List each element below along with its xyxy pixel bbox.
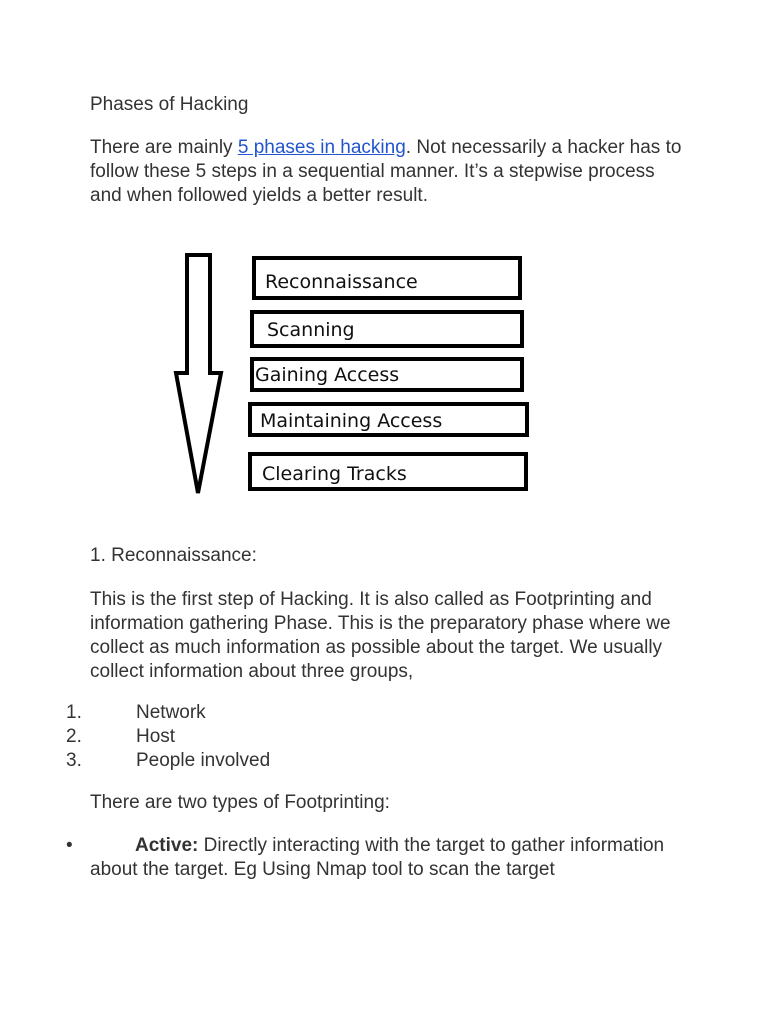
page-title: Phases of Hacking	[90, 94, 249, 115]
list-number: 1.	[66, 702, 82, 723]
phases-link[interactable]: 5 phases in hacking	[237, 137, 406, 158]
list-label: Host	[136, 726, 176, 747]
footprinting-types-intro: There are two types of Footprinting:	[90, 792, 390, 813]
phase-label-gaining-access: Gaining Access	[255, 364, 400, 386]
section-heading: 1. Reconnaissance:	[90, 545, 257, 566]
list-label: People involved	[136, 750, 271, 771]
intro-text-end: . Not necessarily a hacker has to follow these 5 steps in a sequential manner. It’s a stepwise process and when followed yields a better result.	[90, 137, 682, 206]
phase-label-clearing-tracks: Clearing Tracks	[262, 463, 407, 485]
list-label: Network	[136, 702, 206, 723]
down-arrow	[176, 255, 221, 493]
list-number: 2.	[66, 726, 82, 747]
list-number: 3.	[66, 750, 82, 771]
intro-text-start: There are mainly	[90, 137, 238, 158]
active-description: Directly interacting with the target to gather information about the target. Eg Using Nmap tool to scan the target	[90, 835, 665, 880]
phase-label-maintaining-access: Maintaining Access	[260, 410, 443, 432]
phase-label-scanning: Scanning	[267, 319, 355, 341]
bullet-icon: •	[66, 835, 73, 856]
section-body: This is the first step of Hacking. It is also called as Footprinting and information gathering Phase. This is the preparatory phase where we collect as much information as possible about the target. We usually collect information about three groups,	[90, 589, 671, 682]
phase-label-reconnaissance: Reconnaissance	[265, 271, 418, 293]
active-footprinting-item	[90, 834, 690, 882]
active-term: Active:	[135, 835, 199, 856]
